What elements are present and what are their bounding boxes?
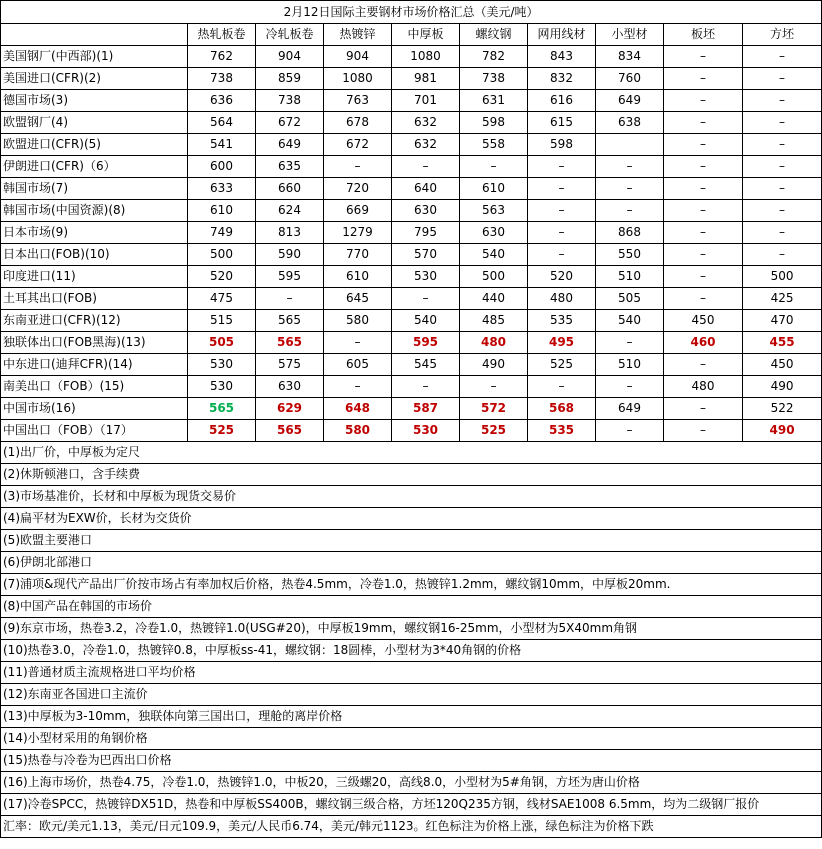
- price-cell: 520: [528, 266, 596, 288]
- note-text: (6)伊朗北部港口: [1, 552, 822, 574]
- table-row: [1, 134, 822, 156]
- price-cell: –: [664, 222, 743, 244]
- price-cell: 550: [596, 244, 664, 266]
- note-row: [1, 772, 822, 794]
- note-text: (2)休斯顿港口，含手续费: [1, 464, 822, 486]
- price-cell: 565: [188, 398, 256, 420]
- price-cell: –: [664, 156, 743, 178]
- price-cell: 610: [324, 266, 392, 288]
- price-cell: 580: [324, 310, 392, 332]
- price-cell: 1080: [392, 46, 460, 68]
- price-cell: 834: [596, 46, 664, 68]
- price-cell: 545: [392, 354, 460, 376]
- note-row: [1, 640, 822, 662]
- price-cell: 630: [460, 222, 528, 244]
- column-header: 小型材: [596, 24, 664, 46]
- price-cell: –: [460, 376, 528, 398]
- price-cell: 749: [188, 222, 256, 244]
- table-row: [1, 288, 822, 310]
- price-cell: 615: [528, 112, 596, 134]
- note-text: (8)中国产品在韩国的市场价: [1, 596, 822, 618]
- column-header: 冷轧板卷: [256, 24, 324, 46]
- price-cell: –: [256, 288, 324, 310]
- note-row: [1, 706, 822, 728]
- price-cell: 795: [392, 222, 460, 244]
- price-cell: 640: [392, 178, 460, 200]
- price-cell: –: [324, 332, 392, 354]
- price-cell: 630: [256, 376, 324, 398]
- price-cell: –: [664, 420, 743, 442]
- price-cell: 530: [188, 354, 256, 376]
- price-cell: 565: [256, 332, 324, 354]
- price-cell: 738: [256, 90, 324, 112]
- price-cell: –: [743, 112, 822, 134]
- price-cell: 535: [528, 310, 596, 332]
- note-row: [1, 464, 822, 486]
- note-text: (15)热卷与冷卷为巴西出口价格: [1, 750, 822, 772]
- note-row: [1, 486, 822, 508]
- price-cell: 649: [596, 398, 664, 420]
- price-cell: 568: [528, 398, 596, 420]
- price-cell: –: [528, 244, 596, 266]
- note-text: (4)扁平材为EXW价，长材为交货价: [1, 508, 822, 530]
- table-row: [1, 156, 822, 178]
- price-cell: 701: [392, 90, 460, 112]
- row-label: 中国出口（FOB）（17）: [1, 420, 188, 442]
- price-cell: –: [664, 288, 743, 310]
- price-cell: –: [528, 200, 596, 222]
- price-cell: 525: [188, 420, 256, 442]
- price-cell: 633: [188, 178, 256, 200]
- price-cell: 605: [324, 354, 392, 376]
- price-cell: 587: [392, 398, 460, 420]
- price-cell: 629: [256, 398, 324, 420]
- table-row: [1, 244, 822, 266]
- row-label: 美国钢厂(中西部)(1): [1, 46, 188, 68]
- price-cell: 565: [256, 310, 324, 332]
- table-row: [1, 178, 822, 200]
- price-cell: 520: [188, 266, 256, 288]
- price-cell: 624: [256, 200, 324, 222]
- price-cell: 480: [460, 332, 528, 354]
- price-cell: 522: [743, 398, 822, 420]
- price-cell: 600: [188, 156, 256, 178]
- price-cell: –: [743, 178, 822, 200]
- row-label: 欧盟钢厂(4): [1, 112, 188, 134]
- price-cell: 648: [324, 398, 392, 420]
- price-cell: 782: [460, 46, 528, 68]
- price-cell: –: [664, 68, 743, 90]
- price-cell: 490: [743, 376, 822, 398]
- price-cell: –: [664, 134, 743, 156]
- price-cell: 595: [392, 332, 460, 354]
- price-cell: 632: [392, 112, 460, 134]
- price-cell: –: [743, 156, 822, 178]
- price-cell: 610: [188, 200, 256, 222]
- price-cell: –: [596, 156, 664, 178]
- price-cell: 541: [188, 134, 256, 156]
- price-cell: 678: [324, 112, 392, 134]
- price-cell: –: [596, 376, 664, 398]
- row-label: 韩国市场(7): [1, 178, 188, 200]
- price-cell: –: [743, 200, 822, 222]
- note-row: [1, 508, 822, 530]
- price-cell: 832: [528, 68, 596, 90]
- note-text: (3)市场基准价，长材和中厚板为现货交易价: [1, 486, 822, 508]
- price-cell: 738: [188, 68, 256, 90]
- column-header: 热轧板卷: [188, 24, 256, 46]
- note-row: [1, 794, 822, 816]
- price-cell: –: [596, 332, 664, 354]
- price-cell: –: [392, 156, 460, 178]
- price-cell: 598: [528, 134, 596, 156]
- note-text: (7)浦项&现代产品出厂价按市场占有率加权后价格，热卷4.5mm，冷卷1.0，热镀锌1.2mm，螺纹钢10mm，中厚板20mm.: [1, 574, 822, 596]
- price-cell: 495: [528, 332, 596, 354]
- price-cell: –: [528, 156, 596, 178]
- row-label: 日本市场(9): [1, 222, 188, 244]
- price-cell: –: [664, 266, 743, 288]
- column-header: 螺纹钢: [460, 24, 528, 46]
- row-label: 中东进口(迪拜CFR)(14): [1, 354, 188, 376]
- price-cell: 616: [528, 90, 596, 112]
- price-cell: 480: [528, 288, 596, 310]
- price-cell: 500: [188, 244, 256, 266]
- price-cell: 563: [460, 200, 528, 222]
- row-label: 东南亚进口(CFR)(12): [1, 310, 188, 332]
- table-title: 2月12日国际主要钢材市场价格汇总（美元/吨）: [1, 1, 822, 24]
- price-cell: 440: [460, 288, 528, 310]
- price-cell: 610: [460, 178, 528, 200]
- row-label: 南美出口（FOB）(15): [1, 376, 188, 398]
- row-label: 中国市场(16): [1, 398, 188, 420]
- table-row: [1, 420, 822, 442]
- price-cell: –: [743, 134, 822, 156]
- price-cell: –: [324, 156, 392, 178]
- table-row: [1, 354, 822, 376]
- price-cell: 425: [743, 288, 822, 310]
- price-cell: –: [664, 46, 743, 68]
- price-cell: –: [528, 222, 596, 244]
- price-cell: –: [596, 420, 664, 442]
- price-cell: 470: [743, 310, 822, 332]
- price-cell: 530: [392, 420, 460, 442]
- price-cell: 762: [188, 46, 256, 68]
- price-cell: –: [392, 288, 460, 310]
- price-cell: –: [664, 112, 743, 134]
- row-label: 德国市场(3): [1, 90, 188, 112]
- note-row: [1, 684, 822, 706]
- price-cell: 460: [664, 332, 743, 354]
- price-cell: 540: [460, 244, 528, 266]
- price-cell: –: [743, 46, 822, 68]
- price-cell: 590: [256, 244, 324, 266]
- price-cell: –: [664, 354, 743, 376]
- price-cell: 510: [596, 354, 664, 376]
- price-cell: 510: [596, 266, 664, 288]
- price-cell: 669: [324, 200, 392, 222]
- note-text: 汇率：欧元/美元1.13，美元/日元109.9，美元/人民币6.74，美元/韩元1123。红色标注为价格上涨，绿色标注为价格下跌: [1, 816, 822, 838]
- price-cell: 540: [596, 310, 664, 332]
- price-cell: 632: [392, 134, 460, 156]
- price-cell: 530: [188, 376, 256, 398]
- price-cell: 580: [324, 420, 392, 442]
- table-row: [1, 398, 822, 420]
- note-text: (14)小型材采用的角钢价格: [1, 728, 822, 750]
- price-cell: 565: [256, 420, 324, 442]
- price-cell: –: [324, 376, 392, 398]
- price-cell: 843: [528, 46, 596, 68]
- note-text: (11)普通材质主流规格进口平均价格: [1, 662, 822, 684]
- note-text: (13)中厚板为3-10mm，独联体向第三国出口，理舱的离岸价格: [1, 706, 822, 728]
- note-row: [1, 552, 822, 574]
- price-cell: –: [528, 376, 596, 398]
- note-text: (10)热卷3.0，冷卷1.0，热镀锌0.8，中厚板ss-41，螺纹钢：18圆棒，小型材为3*40角钢的价格: [1, 640, 822, 662]
- price-cell: 649: [596, 90, 664, 112]
- price-cell: 770: [324, 244, 392, 266]
- price-cell: –: [528, 178, 596, 200]
- price-cell: 540: [392, 310, 460, 332]
- price-cell: 558: [460, 134, 528, 156]
- note-text: (16)上海市场价，热卷4.75，冷卷1.0，热镀锌1.0，中板20，三级螺20，高线8.0，小型材为5#角钢，方坯为唐山价格: [1, 772, 822, 794]
- price-cell: 515: [188, 310, 256, 332]
- table-row: [1, 90, 822, 112]
- price-cell: –: [664, 90, 743, 112]
- column-header: 热镀锌: [324, 24, 392, 46]
- price-cell: 649: [256, 134, 324, 156]
- price-cell: 570: [392, 244, 460, 266]
- table-row: [1, 112, 822, 134]
- note-text: (17)冷卷SPCC，热镀锌DX51D，热卷和中厚板SS400B，螺纹钢三级合格，方坯120Q235方钢，线材SAE1008 6.5mm，均为二级钢厂报价: [1, 794, 822, 816]
- table-row: [1, 332, 822, 354]
- price-cell: 450: [743, 354, 822, 376]
- price-cell: –: [664, 244, 743, 266]
- price-cell: –: [743, 90, 822, 112]
- price-cell: –: [596, 200, 664, 222]
- price-cell: 904: [256, 46, 324, 68]
- row-label: 韩国市场(中国资源)(8): [1, 200, 188, 222]
- price-cell: 530: [392, 266, 460, 288]
- price-cell: 636: [188, 90, 256, 112]
- note-row: [1, 574, 822, 596]
- price-cell: 763: [324, 90, 392, 112]
- note-row: [1, 530, 822, 552]
- price-cell: 575: [256, 354, 324, 376]
- price-cell: 672: [324, 134, 392, 156]
- column-header: 网用线材: [528, 24, 596, 46]
- price-cell: 564: [188, 112, 256, 134]
- table-row: [1, 46, 822, 68]
- row-label: 土耳其出口(FOB): [1, 288, 188, 310]
- row-label: 印度进口(11): [1, 266, 188, 288]
- table-row: [1, 310, 822, 332]
- note-row: [1, 816, 822, 838]
- price-cell: 455: [743, 332, 822, 354]
- column-header: 中厚板: [392, 24, 460, 46]
- note-text: (1)出厂价，中厚板为定尺: [1, 442, 822, 464]
- price-cell: 450: [664, 310, 743, 332]
- price-cell: 672: [256, 112, 324, 134]
- column-header: 方坯: [743, 24, 822, 46]
- row-label: 日本出口(FOB)(10): [1, 244, 188, 266]
- price-cell: 490: [460, 354, 528, 376]
- price-cell: 485: [460, 310, 528, 332]
- note-row: [1, 750, 822, 772]
- header-blank: [1, 24, 188, 46]
- note-row: [1, 442, 822, 464]
- price-cell: –: [743, 244, 822, 266]
- price-cell: 505: [596, 288, 664, 310]
- price-cell: 500: [460, 266, 528, 288]
- note-row: [1, 618, 822, 640]
- price-cell: 480: [664, 376, 743, 398]
- note-text: (12)东南亚各国进口主流价: [1, 684, 822, 706]
- price-cell: 720: [324, 178, 392, 200]
- row-label: 美国进口(CFR)(2): [1, 68, 188, 90]
- price-cell: –: [743, 68, 822, 90]
- table-row: [1, 376, 822, 398]
- price-cell: 505: [188, 332, 256, 354]
- price-cell: 738: [460, 68, 528, 90]
- price-cell: –: [460, 156, 528, 178]
- price-cell: 595: [256, 266, 324, 288]
- row-label: 独联体出口(FOB黑海)(13): [1, 332, 188, 354]
- price-cell: –: [664, 178, 743, 200]
- price-cell: 868: [596, 222, 664, 244]
- price-cell: [596, 134, 664, 156]
- price-cell: 525: [528, 354, 596, 376]
- price-cell: 981: [392, 68, 460, 90]
- table-row: [1, 68, 822, 90]
- price-cell: –: [664, 398, 743, 420]
- price-cell: 638: [596, 112, 664, 134]
- price-cell: 631: [460, 90, 528, 112]
- column-header: 板坯: [664, 24, 743, 46]
- price-cell: –: [664, 200, 743, 222]
- note-text: (5)欧盟主要港口: [1, 530, 822, 552]
- row-label: 欧盟进口(CFR)(5): [1, 134, 188, 156]
- price-cell: 525: [460, 420, 528, 442]
- price-cell: 645: [324, 288, 392, 310]
- note-text: (9)东京市场，热卷3.2，冷卷1.0，热镀锌1.0(USG#20)，中厚板19mm，螺纹钢16-25mm，小型材为5X40mm角钢: [1, 618, 822, 640]
- table-row: [1, 200, 822, 222]
- price-cell: 1080: [324, 68, 392, 90]
- price-cell: –: [596, 178, 664, 200]
- table-row: [1, 266, 822, 288]
- price-cell: 660: [256, 178, 324, 200]
- note-row: [1, 596, 822, 618]
- price-cell: 635: [256, 156, 324, 178]
- price-cell: 1279: [324, 222, 392, 244]
- price-cell: –: [743, 222, 822, 244]
- price-cell: 572: [460, 398, 528, 420]
- price-cell: –: [392, 376, 460, 398]
- note-row: [1, 728, 822, 750]
- price-cell: 500: [743, 266, 822, 288]
- price-cell: 813: [256, 222, 324, 244]
- price-cell: 760: [596, 68, 664, 90]
- price-cell: 475: [188, 288, 256, 310]
- price-cell: 598: [460, 112, 528, 134]
- note-row: [1, 662, 822, 684]
- price-cell: 630: [392, 200, 460, 222]
- row-label: 伊朗进口(CFR)（6）: [1, 156, 188, 178]
- price-cell: 859: [256, 68, 324, 90]
- price-cell: 904: [324, 46, 392, 68]
- table-row: [1, 222, 822, 244]
- price-cell: 535: [528, 420, 596, 442]
- price-cell: 490: [743, 420, 822, 442]
